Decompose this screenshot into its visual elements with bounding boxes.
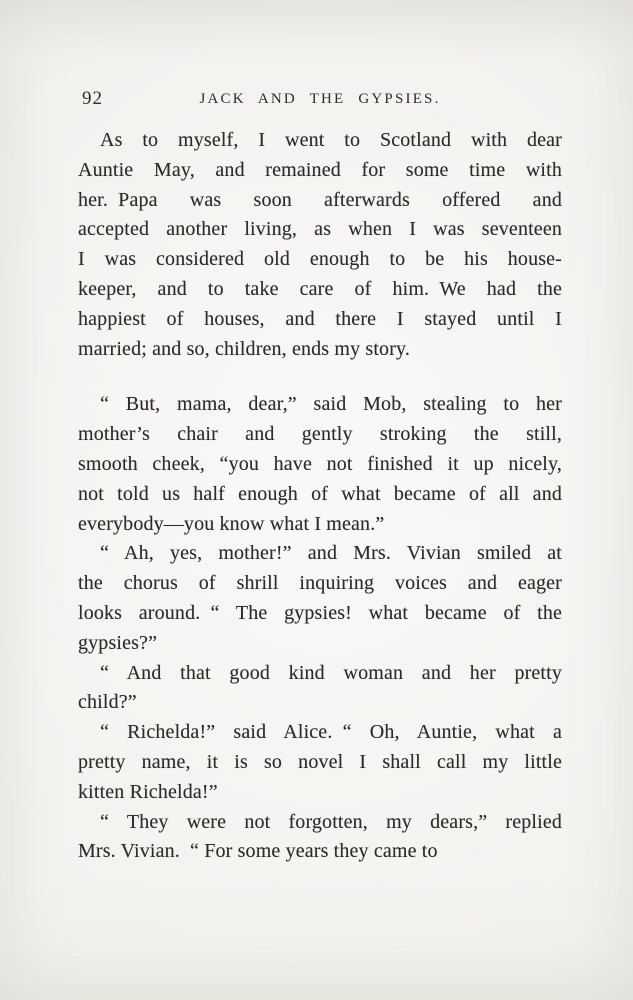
text-line: Auntie May, and remained for some time with	[78, 158, 562, 181]
paragraph	[78, 539, 562, 658]
text-line: gypsies?”	[78, 631, 158, 654]
text-line: “ But, mama, dear,” said Mob, stealing to her	[100, 393, 562, 416]
paragraph	[78, 808, 562, 868]
text-line: smooth cheek, “you have not finished it up nicely,	[78, 452, 562, 475]
text-line: pretty name, it is so novel I shall call my little	[78, 750, 562, 773]
text-line: her. Papa was soon afterwards offered and	[78, 188, 562, 211]
paragraph	[78, 126, 562, 364]
text-line: looks around. “ The gypsies! what became of the	[78, 601, 562, 624]
text-line: mother’s chair and gently stroking the still,	[78, 423, 562, 446]
text-line: accepted another living, as when I was seventeen	[78, 218, 562, 241]
text-line: married; and so, children, ends my story.	[78, 337, 410, 360]
running-title: JACK AND THE GYPSIES.	[199, 91, 441, 107]
page-body	[78, 126, 562, 867]
text-line: not told us half enough of what became of all and	[78, 482, 562, 505]
text-line: the chorus of shrill inquiring voices and eager	[78, 572, 562, 595]
text-line: everybody—you know what I mean.”	[78, 512, 385, 535]
text-line: “ Ah, yes, mother!” and Mrs. Vivian smiled at	[100, 542, 562, 565]
paragraph	[78, 718, 562, 807]
text-line: happiest of houses, and there I stayed until I	[78, 307, 562, 330]
text-line: “ They were not forgotten, my dears,” replied	[100, 810, 562, 833]
text-line: keeper, and to take care of him. We had the	[78, 277, 562, 300]
text-line: “ And that good kind woman and her pretty	[100, 661, 562, 684]
page-number: 92	[82, 88, 103, 109]
text-line: I was considered old enough to be his house-	[78, 248, 562, 271]
paragraph	[78, 659, 562, 719]
text-line: As to myself, I went to Scotland with dear	[100, 129, 562, 151]
paragraph	[78, 390, 562, 539]
text-line: Mrs. Vivian. “ For some years they came to	[78, 840, 438, 863]
text-line: child?”	[78, 691, 137, 714]
text-line: “ Richelda!” said Alice. “ Oh, Auntie, what a	[100, 721, 562, 744]
page-header	[78, 88, 562, 112]
text-line: kitten Richelda!”	[78, 780, 218, 803]
